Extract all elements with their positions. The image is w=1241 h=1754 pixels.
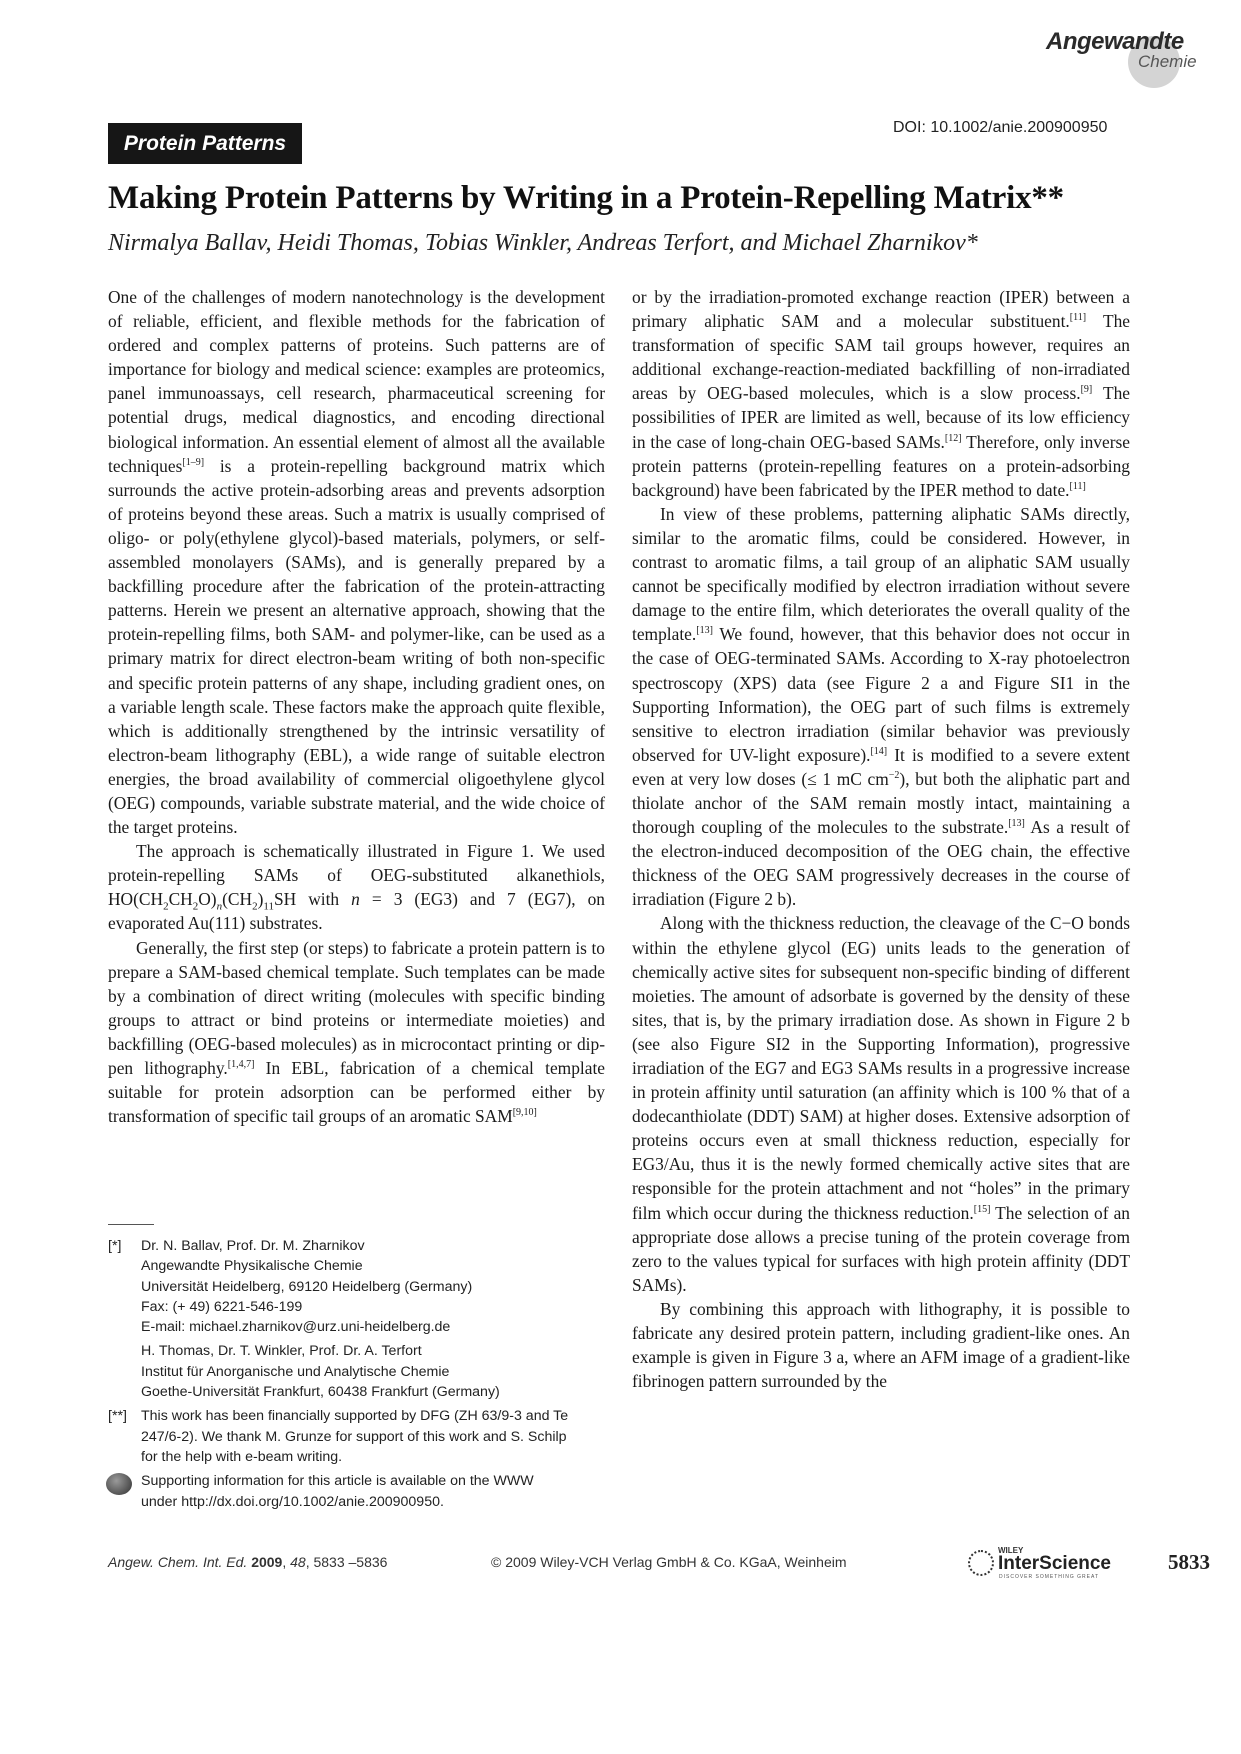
text-run: In EBL, fabrication of a chemical template suitable for protein adsorption can be performed either by transformation of specific tail groups of an aromatic SAM [108, 1058, 605, 1127]
footnote-line: Supporting information for this article is available on the WWW [141, 1473, 534, 1490]
subscript: 2 [163, 900, 169, 913]
text-run: Along with the thickness reduction, the cleavage of the C−O bonds within the ethylene glycol (EG) units leads to the generation of chemically active sites for subsequent non-specific binding of different moieties. The amount of adsorbate is governed by the density of these sites, that is, by the primary irradiation dose. As shown in Figure 2 b (see also Figure SI2 in the Supporting Information), progressive irradiation of the EG7 and EG3 SAMs results in a progressive increase in protein affinity until saturation (an affinity which is 100 % that of a dodecanthiolate (DDT) SAM) at higher doses. Extensive adsorption of proteins occurs even at small thickness reduction, especially for EG3/Au, thus it is the newly formed chemically active sites that are responsible for the protein attachment and not “holes” in the primary film which occur during the thickness reduction. [632, 913, 1130, 1223]
text-run: We found, however, that this behavior does not occur in the case of OEG-terminated SAMs. According to X-ray photoelectron spectroscopy (XPS) data (see Figure 2 a and Figure SI1 in the Supporting Information), the OEG part of such films is extremely sensitive to electron irradiation (similar behavior was previously observed for UV-light exposure). [632, 624, 1130, 765]
footnote-line: Institut für Anorganische und Analytische Chemie [141, 1363, 450, 1380]
text-run: = 3 (EG3) and 7 (EG7), on evaporated Au(111) substrates. [108, 889, 605, 934]
text-run: One of the challenges of modern nanotechnology is the development of reliable, efficient, and flexible methods for the fabrication of ordered and complex patterns of proteins. Such patterns are of importance for biology and medical science: examples are proteomics, panel immunoassays, cell research, pharmaceutical screening for potential drugs, medical diagnostics, and encoding directional biological information. An essential element of almost all the available techniques [108, 287, 605, 476]
text-run: By combining this approach with lithography, it is possible to fabricate any desired protein pattern, including gradient-like ones. An example is given in Figure 3 a, where an AFM image of a gradient-like fibrinogen pattern surrounded by the [632, 1298, 1130, 1392]
footnote-link[interactable]: under http://dx.doi.org/10.1002/anie.200900950. [141, 1493, 444, 1510]
publisher-brand: InterScience [998, 1553, 1111, 1574]
footnote-rule [108, 1224, 154, 1225]
publisher-wiley: WILEY [998, 1546, 1024, 1555]
footnotes [108, 1236, 608, 1516]
exponent: −2 [888, 770, 900, 782]
logo-line2: Chemie [1138, 52, 1197, 71]
footnote-line: H. Thomas, Dr. T. Winkler, Prof. Dr. A. Terfort [141, 1343, 422, 1360]
text-run: ), but both the aliphatic part and thiolate anchor of the SAM remain mostly intact, maintaining a thorough coupling of the molecules to the substrate. [632, 768, 1130, 838]
citation: [12] [944, 432, 962, 444]
citation: [1–9] [182, 456, 205, 468]
text-run: As a result of the electron-induced decomposition of the OEG chain, the effective thickness of the OEG SAM progressively decreases in the course of irradiation (Figure 2 b). [632, 817, 1131, 910]
citation: [13] [1008, 818, 1025, 830]
doi: DOI: 10.1002/anie.200900950 [893, 119, 1108, 136]
footnote-affiliations [108, 1236, 608, 1402]
journal-name: Angew. Chem. Int. Ed. [108, 1554, 248, 1570]
footnote-line: for the help with e-beam writing. [141, 1448, 343, 1465]
text-run: The selection of an appropriate dose allows a precise tuning of the protein coverage from zero to the values typical for surfaces with high protein affinity (DDT SAMs). [632, 1202, 1130, 1295]
right-paragraph-4 [632, 1297, 1130, 1393]
text-run: It is modified to a severe extent even at very low doses (≤ 1 mC cm [632, 744, 1130, 789]
subscript: 2 [252, 900, 258, 913]
publisher-tagline: DISCOVER SOMETHING GREAT [999, 1574, 1100, 1580]
citation: [1,4,7] [227, 1059, 255, 1071]
footnote-supporting-info [108, 1471, 608, 1512]
variable: n [351, 889, 360, 910]
left-paragraph-2 [108, 839, 605, 935]
article-authors: Nirmalya Ballav, Heidi Thomas, Tobias Winkler, Andreas Terfort, and Michael Zharnikov* [108, 230, 978, 256]
text-run: is a protein-repelling background matrix which surrounds the active protein-adsorbing areas and prevents adsorption of proteins beyond these areas. Such a matrix is usually comprised of oligo- or poly(ethylene glycol)-based materials, polymers, or self-assembled monolayers (SAMs), and is generally prepared by a backfilling procedure after the fabrication of the protein-attracting patterns. Herein we present an alternative approach, showing that the protein-repelling films, both SAM- and polymer-like, can be used as a primary matrix for direct electron-beam writing of both non-specific and specific protein patterns of any shape, including gradient ones, on a variable length scale. These factors make the approach quite flexible, which is additionally strengthened by the intrinsic versatility of electron-beam lithography (EBL), a wide range of suitable electron energies, the broad availability of commercial oligoethylene glycol (OEG) compounds, variable substrate material, and the wide choice of the target proteins. [108, 455, 605, 838]
text-run: (CH [222, 889, 253, 910]
logo-line1: Angewandte [1046, 28, 1184, 55]
citation: [15] [973, 1203, 991, 1215]
footnote-email[interactable]: E-mail: michael.zharnikov@urz.uni-heidelberg.de [141, 1319, 451, 1336]
citation: [14] [870, 745, 888, 757]
copyright: © 2009 Wiley-VCH Verlag GmbH & Co. KGaA, Weinheim [491, 1554, 847, 1570]
text-run: The approach is schematically illustrated in Figure 1. We used protein-repelling SAMs of OEG-substituted alkanethiols, HO(CH [108, 841, 605, 910]
left-paragraph-3 [108, 936, 605, 1129]
right-column [632, 285, 1130, 1393]
citation: [9,10] [512, 1107, 537, 1119]
footnote-line: Universität Heidelberg, 69120 Heidelberg (Germany) [141, 1278, 473, 1295]
citation: [9] [1080, 384, 1093, 396]
footnote-line: Goethe-Universität Frankfurt, 60438 Frankfurt (Germany) [141, 1384, 500, 1401]
right-paragraph-1 [632, 285, 1130, 502]
page-number: 5833 [1168, 1550, 1210, 1574]
page-footer [108, 1546, 1210, 1580]
journal-logo [1040, 22, 1210, 82]
article-title: Making Protein Patterns by Writing in a Protein-Repelling Matrix** [108, 180, 1064, 216]
footnote-line: Dr. N. Ballav, Prof. Dr. M. Zharnikov [141, 1238, 365, 1254]
journal-pages: , 5833 –5836 [305, 1554, 388, 1570]
citation: [13] [696, 625, 713, 637]
footnote-mark: [*] [108, 1238, 122, 1254]
publisher-logo [968, 1548, 1138, 1578]
text-run: CH [168, 889, 193, 910]
right-paragraph-2 [632, 502, 1130, 912]
citation: [11] [1069, 312, 1087, 324]
text-run: The possibilities of IPER are limited as well, because of its low efficiency in the case of long-chain OEG-based SAMs. [632, 383, 1130, 452]
section-tag: Protein Patterns [108, 123, 302, 164]
citation: [11] [1069, 480, 1086, 492]
text-run: Therefore, only inverse protein patterns (protein-repelling features on a protein-adsorbing background) have been fabricated by the IPER method to date. [632, 431, 1130, 500]
footnote-line: This work has been financially supported by DFG (ZH 63/9-3 and Te [141, 1408, 569, 1425]
journal-year: 2009 [251, 1554, 283, 1570]
subscript: 11 [263, 900, 274, 913]
left-column [108, 285, 605, 1128]
text-run: O) [198, 889, 217, 910]
left-paragraph-1 [108, 285, 605, 839]
footnote-line: 247/6-2). We thank M. Grunze for support of this work and S. Schilp [141, 1428, 567, 1445]
journal-volume: 48 [290, 1554, 306, 1570]
text-run: ) [257, 889, 264, 910]
right-paragraph-3 [632, 911, 1130, 1297]
text-run: SH with [273, 889, 352, 910]
text-run: In view of these problems, patterning aliphatic SAMs directly, similar to the aromatic films, could be considered. However, in contrast to aromatic films, a tail group of an aliphatic SAM usually cannot be specifically modified by electron irradiation without severe damage to the entire film, which deteriorates the overall quality of the template. [632, 503, 1130, 645]
footnote-acknowledgment [108, 1406, 608, 1467]
text-run: or by the irradiation-promoted exchange reaction (IPER) between a primary aliphatic SAM and a molecular substituent. [632, 287, 1130, 332]
subscript: n [216, 900, 223, 913]
supporting-info-icon [106, 1473, 132, 1495]
footnote-line: Fax: (+ 49) 6221-546-199 [141, 1298, 303, 1315]
subscript: 2 [192, 900, 199, 913]
footnote-mark: [**] [108, 1408, 127, 1425]
text-run: The transformation of specific SAM tail groups however, requires an additional exchange-reaction-mediated backfilling of non-irradiated areas by OEG-based molecules, which is a slow process. [632, 311, 1130, 404]
citation-line: Angew. Chem. Int. Ed. 2009, 48, 5833 –5836 [108, 1554, 388, 1570]
footnote-line: Angewandte Physikalische Chemie [141, 1258, 363, 1275]
globe-icon [968, 1550, 994, 1576]
text-run: Generally, the first step (or steps) to fabricate a protein pattern is to prepare a SAM-based chemical template. Such templates can be made by a combination of direct writing (molecules with specific binding groups to attract or bind proteins or intermediate moieties) and backfilling (OEG-based molecules) as in microcontact printing or dip-pen lithography. [108, 937, 605, 1078]
